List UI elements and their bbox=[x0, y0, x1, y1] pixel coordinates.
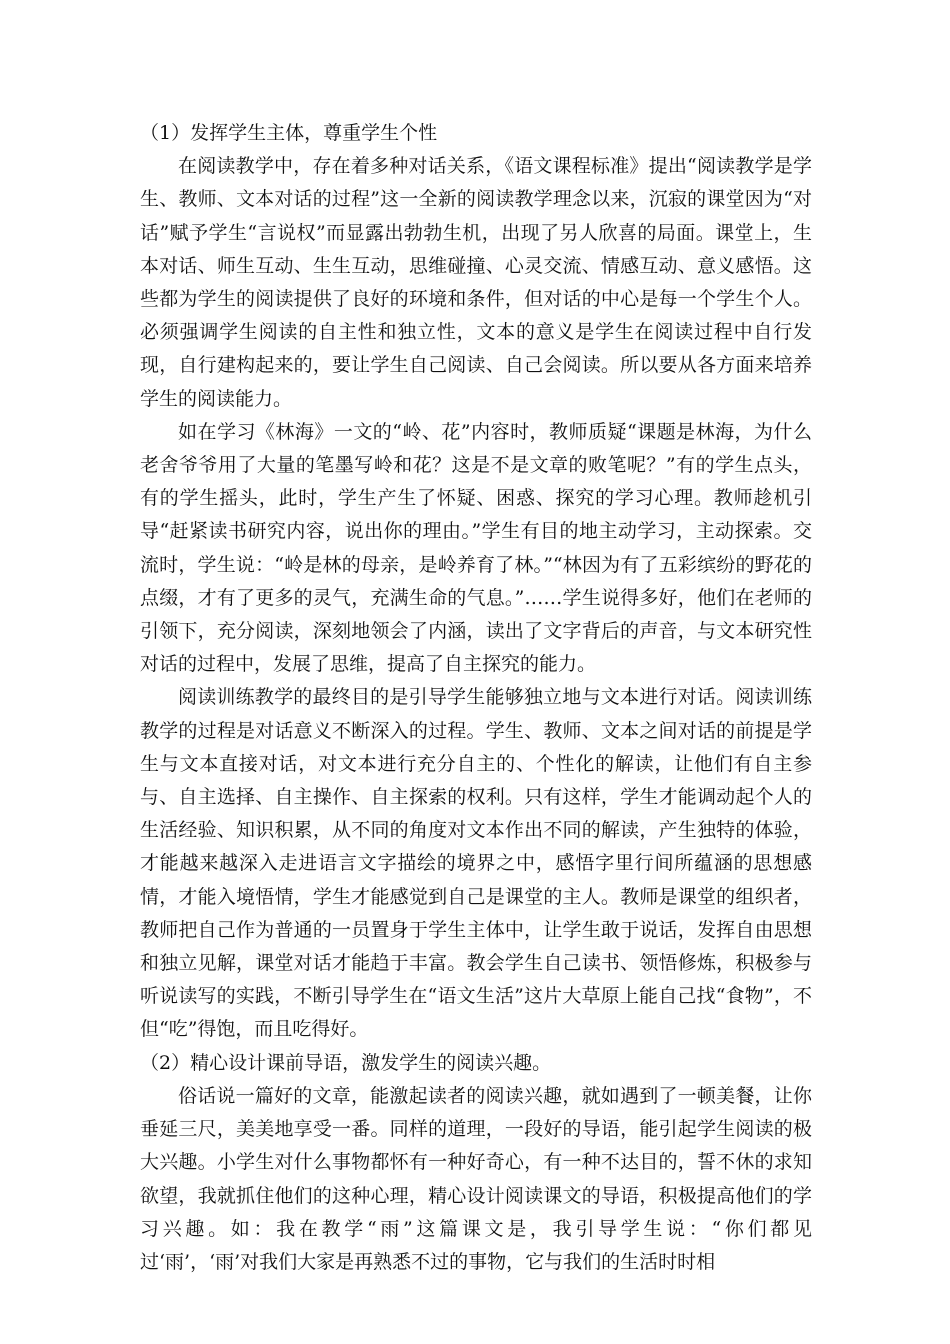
section-heading-1: （1）发挥学生主体，尊重学生个性 bbox=[140, 122, 438, 144]
section-heading-2: （2）精心设计课前导语，激发学生的阅读兴趣。 bbox=[140, 1051, 552, 1074]
document-body bbox=[140, 117, 812, 1279]
paragraph-reading-training: 阅读训练教学的最终目的是引导学生能够独立地与文本进行对话。阅读训练教学的过程是对话意义不断深入的过程。学生、教师、文本之间对话的前提是学生与文本直接对话，对文本进行充分自主的、个性化的解读，让他们有自主参与、自主选择、自主操作、自主探索的权利。只有这样，学生才能调动起个人的生活经验、知识积累，从不同的角度对文本作出不同的解读，产生独特的体验，才能越来越深入走进语言文字描绘的境界之中，感悟字里行间所蕴涵的思想感情，才能入境悟情，学生才能感觉到自己是课堂的主人。教师是课堂的组织者，教师把自己作为普通的一员置身于学生主体中，让学生敢于说话，发挥自由思想和独立见解，课堂对话才能趋于丰富。教会学生自己读书、领悟修炼，积极参与听说读写的实践，不断引导学生在“语文生活”这片大草原上能自己找“食物”，不但“吃”得饱，而且吃得好。 bbox=[140, 686, 812, 1041]
paragraph-lesson-introduction: 俗话说一篇好的文章，能激起读者的阅读兴趣，就如遇到了一顿美餐，让你垂延三尺，美美地享受一番。同样的道理，一段好的导语，能引起学生阅读的极大兴趣。小学生对什么事物都怀有一种好奇心，有一种不达目的，誓不休的求知欲望，我就抓住他们的这种心理，精心设计阅读课文的导语，积极提高他们的学习兴趣。如：我在教学“雨”这篇课文是，我引导学生说：“你们都见过‘雨’，‘雨’对我们大家是再熟悉不过的事物，它与我们的生活时时相 bbox=[140, 1084, 812, 1273]
paragraph-dialogue-relations: 在阅读教学中，存在着多种对话关系，《语文课程标准》提出“阅读教学是学生、教师、文本对话的过程”这一全新的阅读教学理念以来，沉寂的课堂因为“对话”赋予学生“言说权”而显露出勃勃生机，出现了另人欣喜的局面。课堂上，生本对话、师生互动、生生互动，思维碰撞、心灵交流、情感互动、意义感悟。这些都为学生的阅读提供了良好的环境和条件，但对话的中心是每一个学生个人。必须强调学生阅读的自主性和独立性，文本的意义是学生在阅读过程中自行发现，自行建构起来的，要让学生自己阅读、自己会阅读。所以要从各方面来培养学生的阅读能力。 bbox=[140, 155, 812, 410]
paragraph-linhai-example: 如在学习《林海》一文的“岭、花”内容时，教师质疑“课题是林海，为什么老舍爷爷用了大量的笔墨写岭和花？这是不是文章的败笔呢？”有的学生点头，有的学生摇头，此时，学生产生了怀疑、困惑、探究的学习心理。教师趁机引导“赶紧读书研究内容，说出你的理由。”学生有目的地主动学习，主动探索。交流时，学生说：“岭是林的母亲，是岭养育了林。”“林因为有了五彩缤纷的野花的点缀，才有了更多的灵气，充满生命的气息。”……学生说得多好，他们在老师的引领下，充分阅读，深刻地领会了内涵，读出了文字背后的声音，与文本研究性对话的过程中，发展了思维，提高了自主探究的能力。 bbox=[140, 420, 812, 676]
